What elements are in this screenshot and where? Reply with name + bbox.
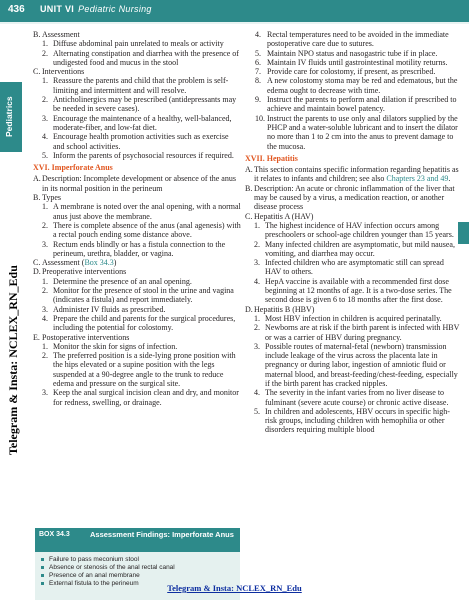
outline-subitem xyxy=(245,76,460,95)
outline-marker: A. xyxy=(33,174,41,184)
outline-item xyxy=(33,193,241,202)
left-column xyxy=(33,30,241,407)
outline-text: Encourage the maintenance of a healthy, well-balanced, moderate-fiber, and low-fat diet. xyxy=(53,113,232,132)
page-header xyxy=(0,0,469,22)
outline-subitem xyxy=(245,67,460,76)
outline-marker: B. xyxy=(33,193,41,203)
outline-marker: 4. xyxy=(254,276,260,286)
outline-marker: A. xyxy=(245,165,253,175)
outline-text: Hepatitis A (HAV) xyxy=(254,211,314,221)
outline-text: Maintain IV fluids until gastrointestinal motility returns. xyxy=(267,57,448,67)
outline-text: Reassure the parents and child that the problem is self-limiting and intermittent and will resolve. xyxy=(53,76,229,95)
outline-item xyxy=(245,165,460,184)
outline-item xyxy=(245,212,460,221)
outline-marker: 6. xyxy=(255,57,261,67)
outline-text: Assessment ( xyxy=(42,258,85,268)
footer-watermark[interactable]: Telegram & Insta: NCLEX_RN_Edu xyxy=(167,583,302,593)
outline-marker: 2. xyxy=(42,220,48,230)
outline-text: Most HBV infection in children is acquired perinatally. xyxy=(265,313,442,323)
outline-marker: 2. xyxy=(254,323,260,333)
outline-marker: 4. xyxy=(42,313,48,323)
outline-text: The highest incidence of HAV infection occurs among preschoolers or school-age children younger than 15 years. xyxy=(265,220,454,240)
outline-marker: B. xyxy=(245,183,253,193)
outline-text: Interventions xyxy=(42,67,85,77)
outline-subitem xyxy=(33,202,241,221)
outline-subitem xyxy=(33,388,241,407)
outline-marker: 7. xyxy=(255,67,261,77)
outline-marker: 1. xyxy=(254,313,260,323)
outline-marker: 3. xyxy=(42,304,48,314)
outline-text: Determine the presence of an anal opening. xyxy=(53,276,192,286)
outline-subitem xyxy=(245,314,460,323)
outline-text: Encourage health promotion activities such as exercise and school activities. xyxy=(53,132,229,151)
outline-text: Description: Incomplete development or absence of the anus in its normal position in the perineum xyxy=(42,174,236,193)
outline-text: In children and adolescents, HBV occurs in specific high-risk groups, including children with hemophilia or other disorders requiring multiple blood xyxy=(265,406,450,435)
outline-text: Inform the parents of psychosocial resources if required. xyxy=(53,150,234,160)
outline-subitem xyxy=(245,49,460,58)
outline-text: Rectal temperatures need to be avoided in the immediate postoperative care due to sutures. xyxy=(267,30,449,49)
outline-item xyxy=(33,258,241,267)
outline-text: Prepare the child and parents for the surgical procedures, including the potential for colostomy. xyxy=(53,313,236,333)
box-label: BOX 34.3 xyxy=(39,531,70,538)
outline-marker: C. xyxy=(245,211,253,221)
outline-text: A new colostomy stoma may be red and edematous, but the edema ought to decrease with time. xyxy=(267,76,458,95)
outline-text: Instruct the parents to use only anal dilators supplied by the PHCP and a water-soluble lubricant and to insert the dilator no more than 1 to 2 cm into the anus to prevent damage to the mucosa. xyxy=(267,113,458,151)
outline-subitem xyxy=(245,388,460,407)
outline-text: Rectum ends blindly or has a fistula connection to the perineum, urethra, bladder, or vagina. xyxy=(53,239,226,258)
outline-subitem xyxy=(33,305,241,314)
chapters-link[interactable]: Chapters 23 and 49 xyxy=(386,174,449,184)
outline-subitem xyxy=(245,323,460,342)
outline-marker: 3. xyxy=(254,341,260,351)
outline-marker: 1. xyxy=(42,39,48,49)
box-title: Assessment Findings: Imperforate Anus xyxy=(90,530,234,539)
outline-marker: 2. xyxy=(42,95,48,105)
outline-subitem xyxy=(33,314,241,333)
outline-text: Many infected children are asymptomatic, but mild nausea, vomiting, and diarrhea may occur. xyxy=(265,239,455,258)
outline-text: Possible routes of maternal-fetal (newborn) transmission include leakage of the virus across the placenta late in pregnancy or during labor, ingestion of amniotic fluid or maternal blood, and breast-feeding/chest-feeding, especially if the birth parent has cracked nipples. xyxy=(265,341,458,388)
outline-marker: 3. xyxy=(254,258,260,268)
outline-subitem xyxy=(33,132,241,151)
outline-marker: 3. xyxy=(42,113,48,123)
outline-text: Failure to pass meconium stool xyxy=(49,556,139,563)
outline-item xyxy=(33,267,241,276)
outline-marker: D. xyxy=(245,304,253,314)
outline-marker: 9. xyxy=(255,95,261,105)
outline-marker: 2. xyxy=(254,239,260,249)
outline-item xyxy=(33,333,241,342)
side-tab-label: Pediatrics xyxy=(4,96,14,137)
page-number: 436 xyxy=(8,4,25,15)
outline-text: Alternating constipation and diarrhea with the presence of undigested food and mucus in the stool xyxy=(53,48,239,67)
outline-item xyxy=(245,184,460,212)
outline-marker: 1. xyxy=(42,341,48,351)
outline-text: Preoperative interventions xyxy=(42,267,127,277)
bullet-square-icon xyxy=(41,566,44,569)
outline-subitem xyxy=(33,351,241,388)
outline-subitem xyxy=(33,342,241,351)
outline-marker: 1. xyxy=(42,202,48,212)
outline-marker: C. xyxy=(33,67,41,77)
outline-subitem xyxy=(245,342,460,388)
outline-text: HepA vaccine is available with a recommended first dose beginning at 12 months of age. It is a two-dose series. The second dose is given 6 to 18 months after the first dose. xyxy=(265,276,452,305)
outline-marker: 5. xyxy=(42,150,48,160)
outline-marker: 5. xyxy=(255,48,261,58)
outline-text: Keep the anal surgical incision clean and dry, and monitor for redness, swelling, or drainage. xyxy=(53,388,239,407)
outline-subitem xyxy=(245,221,460,240)
outline-marker: 10. xyxy=(255,113,265,123)
outline-subitem xyxy=(33,151,241,160)
outline-text: A membrane is noted over the anal opening, with a normal anus just above the membrane. xyxy=(53,202,241,221)
outline-text: External fistula to the perineum xyxy=(49,580,139,587)
outline-marker: D. xyxy=(33,267,41,277)
bullet-square-icon xyxy=(41,574,44,577)
outline-text: Monitor the skin for signs of infection. xyxy=(53,341,178,351)
outline-text: Administer IV fluids as prescribed. xyxy=(53,304,166,314)
outline-text: The preferred position is a side-lying prone position with the hips elevated or a supine position with the legs suspended at a 90-degree angle to the trunk to reduce edema and pressure on the surgical site. xyxy=(53,351,236,388)
outline-subitem xyxy=(245,30,460,49)
outline-marker: 4. xyxy=(254,388,260,398)
outline-subitem xyxy=(33,221,241,240)
outline-subitem xyxy=(33,49,241,68)
outline-item xyxy=(33,174,241,193)
outline-marker: 2. xyxy=(42,286,48,296)
box-list-item xyxy=(41,556,234,564)
outline-subitem xyxy=(245,58,460,67)
outline-text: Presence of an anal membrane xyxy=(49,572,140,579)
outline-item xyxy=(245,305,460,314)
outline-subitem xyxy=(33,95,241,114)
outline-marker: 1. xyxy=(42,76,48,86)
outline-text: Assessment xyxy=(42,30,80,39)
unit-title: Pediatric Nursing xyxy=(78,4,152,14)
outline-text: ) xyxy=(113,258,117,268)
outline-text: . xyxy=(448,174,451,184)
outline-subitem xyxy=(245,240,460,259)
outline-marker: 2. xyxy=(42,351,48,361)
section-title-imperforate-anus: XVI. Imperforate Anus xyxy=(33,163,113,173)
outline-subitem xyxy=(33,39,241,48)
outline-text: Diffuse abdominal pain unrelated to meals or activity xyxy=(53,39,224,49)
box-list-item xyxy=(41,564,234,572)
outline-text: Absence or stenosis of the anal rectal canal xyxy=(49,564,175,571)
outline-text: There is complete absence of the anus (anal agenesis) with a rectal pouch ending some distance above. xyxy=(53,220,241,240)
outline-marker: 3. xyxy=(42,239,48,249)
header-divider xyxy=(0,22,469,24)
outline-text: Maintain NPO status and nasogastric tube if in place. xyxy=(267,48,438,58)
unit-heading xyxy=(40,4,152,14)
box-header xyxy=(35,528,240,552)
box-link[interactable]: Box 34.3 xyxy=(84,258,114,268)
outline-subitem xyxy=(245,407,460,435)
section-side-tab xyxy=(0,82,22,152)
outline-text: Types xyxy=(42,193,61,203)
outline-marker: 1. xyxy=(42,276,48,286)
outline-marker: 8. xyxy=(255,76,261,86)
outline-marker: 4. xyxy=(255,30,261,39)
outline-marker: E. xyxy=(33,332,40,342)
outline-subitem xyxy=(33,240,241,259)
outline-subitem xyxy=(33,114,241,133)
outline-text: This section contains specific information regarding hepatitis as it relates to infants and children; see also xyxy=(254,165,459,184)
bullet-square-icon xyxy=(41,558,44,561)
right-column xyxy=(245,30,460,435)
side-watermark: Telegram & Insta: NCLEX_RN_Edu xyxy=(6,265,20,455)
unit-label: UNIT VI xyxy=(40,4,75,14)
outline-text: Infected children who are asymptomatic still can spread HAV to others. xyxy=(265,258,444,277)
outline-subitem xyxy=(245,258,460,277)
outline-marker: 1. xyxy=(254,220,260,230)
outline-text: Postoperative interventions xyxy=(42,332,130,342)
outline-text: Monitor for the presence of stool in the urine and vagina (indicates a fistula) and report immediately. xyxy=(53,286,234,305)
box-list-item xyxy=(41,572,234,580)
outline-item xyxy=(33,30,241,39)
outline-marker: 5. xyxy=(254,406,260,416)
outline-text: Description: An acute or chronic inflammation of the liver that may be caused by a virus, a medication reaction, or another disease process xyxy=(254,183,455,212)
outline-subitem xyxy=(245,114,460,151)
outline-marker: 3. xyxy=(42,388,48,398)
outline-item xyxy=(33,67,241,76)
outline-text: The severity in the infant varies from no liver disease to fulminant (severe acute course) or chronic active disease. xyxy=(265,388,449,407)
outline-marker: 4. xyxy=(42,132,48,142)
outline-marker: 2. xyxy=(42,48,48,58)
outline-text: Newborns are at risk if the birth parent is infected with HBV or was a carrier of HBV during pregnancy. xyxy=(265,323,460,342)
outline-marker: C. xyxy=(33,258,41,268)
outline-subitem xyxy=(245,277,460,305)
outline-text: Hepatitis B (HBV) xyxy=(254,304,315,314)
outline-text: Anticholinergics may be prescribed (antidepressants may be needed in severe cases). xyxy=(53,95,237,114)
outline-marker: B. xyxy=(33,30,41,39)
outline-subitem xyxy=(33,277,241,286)
outline-text: Instruct the parents to perform anal dilation if prescribed to achieve and maintain bowel patency. xyxy=(267,95,457,114)
outline-subitem xyxy=(245,95,460,114)
section-title-hepatitis: XVII. Hepatitis xyxy=(245,153,298,163)
outline-subitem xyxy=(33,76,241,95)
outline-subitem xyxy=(33,286,241,305)
outline-text: Provide care for colostomy, if present, as prescribed. xyxy=(267,67,436,77)
